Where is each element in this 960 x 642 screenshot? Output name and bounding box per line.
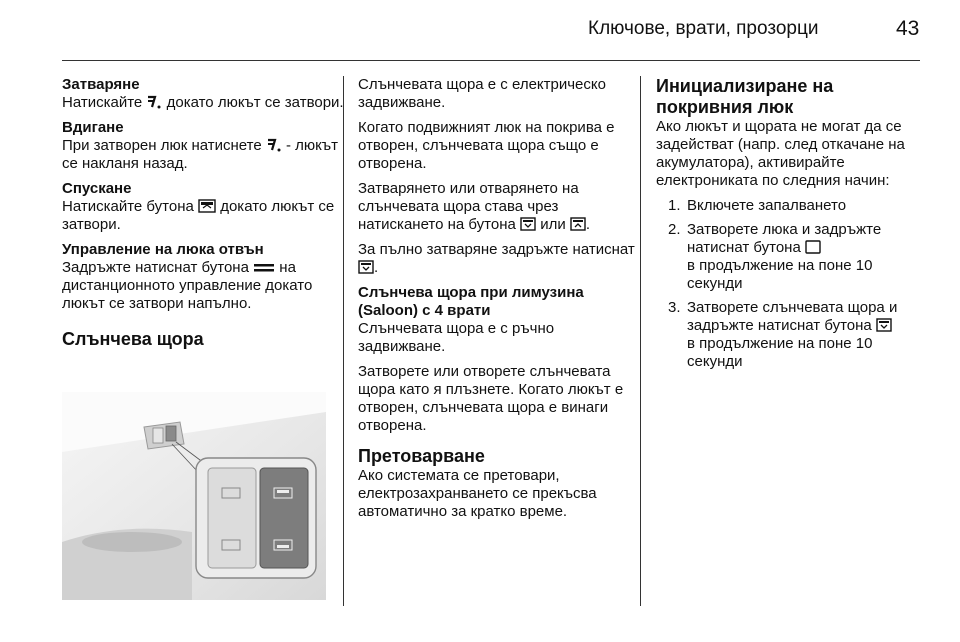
remote-text: Задръжте натиснат бутона на дистанционното управление докато люкът се затвори напълно. (62, 259, 313, 312)
roof-close-icon (198, 199, 216, 213)
saloon-heading: Слънчева щора при лимузина (Saloon) с 4 врати (358, 284, 584, 319)
sunblind-para-2: Когато подвижният люк на покрива е отворен, слънчевата щора също е отворена. (358, 119, 615, 172)
overload-heading: Претоварване (358, 446, 485, 466)
roof-tilt-icon (266, 138, 282, 152)
closing-heading: Затваряне (62, 76, 140, 93)
init-heading: Инициализиране на покривния люк (656, 76, 834, 117)
lowering-text: Натискайте бутона докато люкът се затвори. (62, 198, 335, 233)
blind-open-icon (570, 217, 586, 231)
sunblind-para-1: Слънчевата щора е с електрическо задвижване. (358, 76, 606, 111)
list-item: 3. Затворете слънчевата щора и задръжте натиснат бутона в продължение на поне 10 секунди (668, 299, 898, 370)
saloon-para-1: Слънчевата щора е с ръчно задвижване. (358, 320, 555, 355)
overload-para: Ако системата се претовари, електрозахранването се прекъсва автоматично за кратко време. (358, 467, 597, 520)
list-item: 2. Затворете люка и задръжте натиснат бутона в продължение на поне 10 секунди (668, 221, 882, 292)
column-divider-2 (640, 76, 641, 606)
saloon-para-2: Затворете или отворете слънчевата щора като я плъзнете. Когато люкът е отворен, слънчевата щора е винаги отворена. (358, 363, 624, 434)
key-remote-close-icon (253, 262, 275, 274)
init-intro: Ако люкът и щората не могат да се задействат (напр. след откачане на акумулатора), активирайте електрониката по следния начин: (656, 118, 905, 189)
roof-button-icon (805, 240, 821, 254)
roof-console-illustration (62, 392, 326, 600)
raising-heading: Вдигане (62, 119, 124, 136)
sunblind-heading: Слънчева щора (62, 329, 204, 349)
remote-heading: Управление на люка отвън (62, 241, 264, 258)
raising-text: При затворен люк натиснете - люкът се накланя назад. (62, 137, 338, 172)
closing-text: Натискайте докато люкът се затвори. (62, 94, 344, 111)
page-number: 43 (896, 17, 920, 40)
lowering-heading: Спускане (62, 180, 132, 197)
button-panel-zoom (196, 458, 316, 578)
header-title: Ключове, врати, прозорци (588, 18, 819, 39)
header-rule (62, 60, 920, 61)
list-item: 1. Включете запалването (668, 197, 847, 214)
sunblind-para-3: Затварянето или отварянето на слънчевата щора става чрез натискането на бутона или . (358, 180, 591, 233)
column-1 (62, 76, 344, 350)
init-steps (656, 197, 924, 371)
overhead-console-small (144, 422, 184, 449)
blind-close-icon (876, 318, 892, 332)
blind-close-icon (520, 217, 536, 231)
column-2 (358, 76, 640, 528)
column-3 (656, 76, 924, 377)
roof-tilt-icon (146, 95, 162, 109)
sunblind-para-4: За пълно затваряне задръжте натиснат . (358, 241, 635, 276)
blind-close-icon (358, 260, 374, 274)
